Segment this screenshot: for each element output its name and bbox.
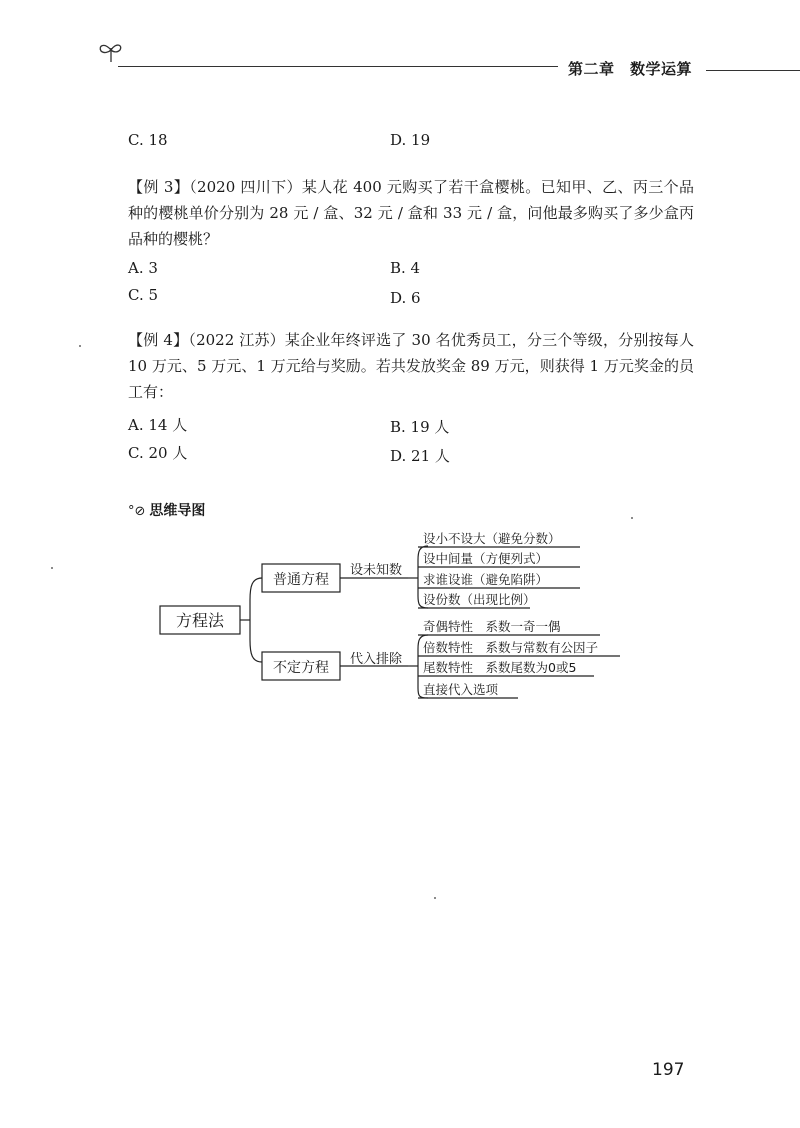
- example3-option-b: B. 4: [390, 259, 421, 277]
- scan-speck: [631, 517, 633, 519]
- scan-speck: [51, 567, 53, 569]
- prev-option-c: C. 18: [128, 131, 168, 149]
- example4-body: （2022 江苏）某企业年终评选了 30 名优秀员工，分三个等级，分别按每人 10 万元、5 万元、1 万元给与奖励。若共发放奖金 89 万元，则获得 1 万元奖金的员工有：: [128, 331, 694, 401]
- mindmap-branch1-label: 普通方程: [273, 572, 329, 588]
- mindmap-title-icon: °⊘: [128, 504, 146, 519]
- scan-speck: [79, 345, 81, 347]
- mindmap-leaf: 设份数（出现比例）: [423, 592, 536, 607]
- chapter-title: 第二章 数学运算: [568, 60, 693, 78]
- scan-speck: [434, 897, 436, 899]
- mindmap-leaf: 设小不设大（避免分数）: [423, 531, 561, 546]
- example3-body: （2020 四川下）某人花 400 元购买了若干盒樱桃。已知甲、乙、丙三个品种的樱桃单价分别为 28 元 / 盒、32 元 / 盒和 33 元 / 盒，问他最多购买了多少盒丙品种的樱桃？: [128, 178, 694, 248]
- mindmap-leaf: 设中间量（方便列式）: [423, 551, 549, 566]
- mindmap-leaf: 奇偶特性 系数一奇一偶: [423, 619, 561, 634]
- example3-option-a: A. 3: [128, 259, 158, 277]
- page-number: 197: [652, 1060, 685, 1080]
- mindmap-leaf: 求谁设谁（避免陷阱）: [423, 572, 549, 587]
- example4-tag: 【例 4】: [128, 331, 189, 349]
- mindmap-branch2-method: 代入排除: [350, 652, 403, 667]
- example4-option-a: A. 14 人: [128, 416, 188, 434]
- mindmap-branch2-label: 不定方程: [273, 660, 329, 676]
- example4-option-b: B. 19 人: [390, 418, 450, 436]
- example3-tag: 【例 3】: [128, 178, 190, 196]
- example4-option-d: D. 21 人: [390, 447, 450, 465]
- mindmap-branch1-method: 设未知数: [350, 563, 403, 578]
- mindmap-leaf: 倍数特性 系数与常数有公因子: [423, 640, 599, 655]
- mindmap-leaf: 尾数特性 系数尾数为0或5: [423, 660, 577, 675]
- example3-option-d: D. 6: [390, 289, 421, 307]
- example4-option-c: C. 20 人: [128, 444, 188, 462]
- mindmap-title-text: 思维导图: [149, 503, 206, 519]
- mindmap-leaf: 直接代入选项: [423, 682, 499, 697]
- prev-option-d: D. 19: [390, 131, 431, 149]
- example3-option-c: C. 5: [128, 286, 159, 304]
- mindmap-root-label: 方程法: [175, 611, 225, 630]
